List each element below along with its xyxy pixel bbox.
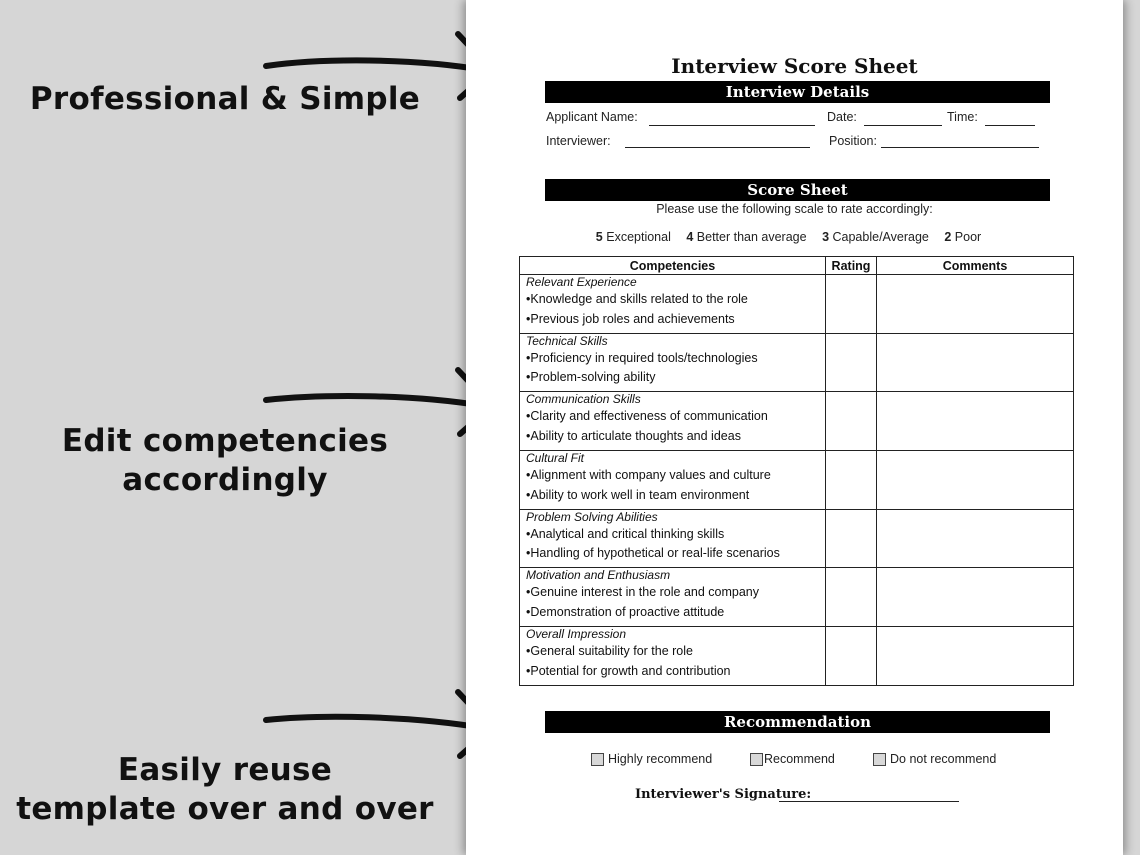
rating-cell[interactable]	[826, 333, 877, 392]
comments-cell[interactable]	[877, 392, 1074, 451]
competency-category: Overall Impression	[526, 627, 627, 642]
time-label: Time:	[947, 110, 978, 124]
scale-instruction: Please use the following scale to rate accordingly:	[656, 202, 933, 216]
competency-point: • Analytical and critical thinking skills	[526, 525, 825, 545]
recommend-checkbox[interactable]	[750, 752, 835, 766]
competency-category: Motivation and Enthusiasm	[526, 568, 671, 583]
competency-point: • Genuine interest in the role and company	[526, 583, 825, 603]
competency-point: • Handling of hypothetical or real-life scenarios	[526, 544, 825, 564]
scale-item: 3 Capable/Average	[822, 230, 929, 244]
rating-cell[interactable]	[826, 568, 877, 627]
signature-field[interactable]	[779, 801, 959, 802]
callout-reuse	[0, 751, 450, 829]
interview-details-header: Interview Details	[545, 81, 1050, 103]
time-field[interactable]	[985, 125, 1035, 126]
comments-cell[interactable]	[877, 333, 1074, 392]
competency-point: • General suitability for the role	[526, 642, 825, 662]
option-label: Do not recommend	[890, 752, 997, 766]
table-row	[520, 333, 1074, 392]
rating-cell[interactable]	[826, 627, 877, 686]
scale-item: 4 Better than average	[686, 230, 807, 244]
competency-point: • Knowledge and skills related to the role	[526, 290, 825, 310]
interviewer-field[interactable]	[625, 147, 810, 148]
comments-cell[interactable]	[877, 451, 1074, 510]
competency-point: • Ability to articulate thoughts and ideas	[526, 427, 825, 447]
table-row	[520, 392, 1074, 451]
competency-category: Relevant Experience	[526, 275, 637, 289]
competency-point: • Proficiency in required tools/technologies	[526, 349, 825, 369]
comments-cell[interactable]	[877, 275, 1074, 334]
rating-cell[interactable]	[826, 392, 877, 451]
rating-cell[interactable]	[826, 451, 877, 510]
competency-cell	[520, 392, 826, 451]
competency-cell	[520, 509, 826, 568]
option-label: Highly recommend	[608, 752, 713, 766]
competency-category: Cultural Fit	[526, 451, 585, 466]
table-row	[520, 509, 1074, 568]
table-row	[520, 627, 1074, 686]
rating-column-header: Rating	[826, 257, 877, 275]
competency-point: • Problem-solving ability	[526, 368, 825, 388]
table-header-row	[520, 257, 1074, 275]
comments-cell[interactable]	[877, 509, 1074, 568]
position-label: Position:	[829, 134, 877, 148]
scale-item: 2 Poor	[944, 230, 982, 244]
competency-cell	[520, 568, 826, 627]
competency-table	[519, 256, 1074, 686]
callout-line: Easily reuse	[117, 752, 333, 788]
competency-point: • Clarity and effectiveness of communication	[526, 407, 825, 427]
interviewer-label: Interviewer:	[546, 134, 611, 148]
option-label: Recommend	[764, 752, 835, 766]
rating-cell[interactable]	[826, 509, 877, 568]
competency-point: • Demonstration of proactive attitude	[526, 603, 825, 623]
comments-cell[interactable]	[877, 627, 1074, 686]
competency-cell	[520, 451, 826, 510]
document-title: Interview Score Sheet	[671, 54, 918, 78]
score-sheet-page	[466, 0, 1123, 855]
table-row	[520, 275, 1074, 334]
position-field[interactable]	[881, 147, 1039, 148]
comments-column-header: Comments	[877, 257, 1074, 275]
date-field[interactable]	[864, 125, 942, 126]
table-row	[520, 451, 1074, 510]
date-label: Date:	[827, 110, 857, 124]
highly-recommend-checkbox[interactable]	[591, 752, 712, 766]
rating-scale	[466, 230, 1123, 244]
competency-point: • Ability to work well in team environment	[526, 486, 825, 506]
signature-label: Interviewer's Signature:	[635, 787, 812, 802]
applicant-name-label: Applicant Name:	[546, 110, 638, 124]
table-row	[520, 568, 1074, 627]
competency-category: Problem Solving Abilities	[526, 509, 658, 524]
recommendation-header: Recommendation	[545, 711, 1050, 733]
competency-point: • Previous job roles and achievements	[526, 310, 825, 330]
callout-line: Edit competencies	[61, 423, 389, 459]
callout-line: template over and over	[16, 791, 434, 827]
competency-cell	[520, 333, 826, 392]
competency-category: Technical Skills	[526, 333, 608, 348]
score-sheet-header: Score Sheet	[545, 179, 1050, 201]
rating-cell[interactable]	[826, 275, 877, 334]
callout-line: accordingly	[122, 462, 328, 498]
competency-cell	[520, 275, 826, 334]
competency-point: • Alignment with company values and culture	[526, 466, 825, 486]
checkbox-icon	[750, 753, 763, 766]
competency-cell	[520, 627, 826, 686]
checkbox-icon	[591, 753, 604, 766]
applicant-name-field[interactable]	[649, 125, 815, 126]
competency-category: Communication Skills	[526, 392, 641, 407]
do-not-recommend-checkbox[interactable]	[873, 752, 996, 766]
checkbox-icon	[873, 753, 886, 766]
callout-line: Professional & Simple	[29, 81, 421, 117]
competency-point: • Potential for growth and contribution	[526, 662, 825, 682]
competencies-column-header: Competencies	[520, 257, 826, 275]
comments-cell[interactable]	[877, 568, 1074, 627]
scale-item: 5 Exceptional	[595, 230, 671, 244]
